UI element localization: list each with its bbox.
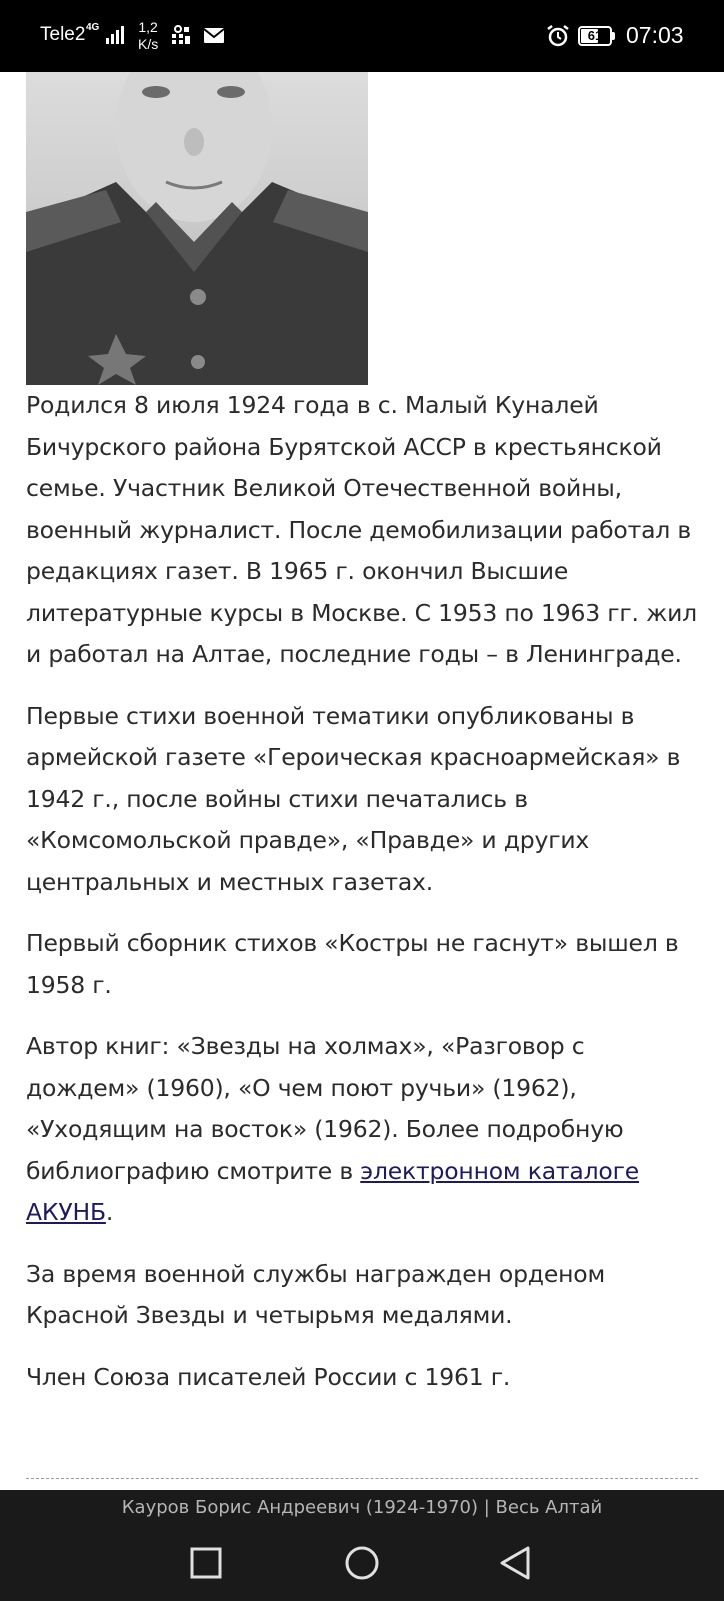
books-paragraph: Автор книг: «Звезды на холмах», «Разговор с дождем» (1960), «О чем поют ручьи» (1962), «Уходящим на восток» (1962). Более подробную библиографию смотрите в электронном каталоге АКУНБ.	[26, 1032, 640, 1226]
clock: 07:03	[626, 22, 684, 48]
content-divider	[26, 1478, 698, 1479]
battery-level: 61	[587, 28, 603, 43]
status-bar	[0, 0, 724, 72]
square-icon	[181, 1538, 231, 1588]
circle-icon	[337, 1538, 387, 1588]
network-speed: 1,2 K/s	[138, 19, 159, 52]
network-type: 4G	[86, 22, 100, 33]
bottom-bar	[0, 1490, 724, 1601]
back-button[interactable]	[491, 1538, 541, 1588]
battery-cap	[612, 32, 615, 40]
biography-paragraph: Родился 8 июля 1924 года в с. Малый Куналей Бичурского района Бурятской АССР в крестьянской семье. Участник Великой Отечественной войны, военный журналист. После демобилизации работал в редакциях газет. В 1965 г. окончил Высшие литературные курсы в Москве. С 1953 по 1963 гг. жил и работал на Алтае, последние годы – в Ленинграде.	[26, 391, 697, 668]
catalog-link[interactable]: электронном каталоге АКУНБ	[26, 1156, 640, 1226]
battery-icon	[578, 26, 612, 46]
membership-paragraph: Член Союза писателей России с 1961 г.	[26, 1362, 511, 1391]
recents-button[interactable]	[181, 1538, 231, 1588]
notification-icons	[172, 24, 226, 53]
triangle-back-icon	[491, 1538, 541, 1588]
page-title[interactable]: Кауров Борис Андреевич (1924-1970) | Весь Алтай	[121, 1497, 603, 1518]
portrait-photo	[26, 72, 368, 385]
first-collection-paragraph: Первый сборник стихов «Костры не гаснут» вышел в 1958 г.	[26, 929, 679, 999]
article-content	[26, 72, 698, 1418]
signal-icon	[106, 24, 126, 51]
carrier-name: Tele2	[40, 24, 86, 45]
awards-paragraph: За время военной службы награжден орденом Красной Звезды и четырьмя медалями.	[26, 1259, 605, 1329]
app-notification-icon	[172, 24, 226, 48]
alarm-icon	[546, 24, 570, 53]
publications-paragraph: Первые стихи военной тематики опубликованы в армейской газете «Героическая красноармейская» в 1942 г., после войны стихи печатались в «Комсомольской правде», «Правде» и других центральных и местных газетах.	[26, 701, 681, 896]
portrait-image	[26, 72, 368, 385]
home-button[interactable]	[337, 1538, 387, 1588]
